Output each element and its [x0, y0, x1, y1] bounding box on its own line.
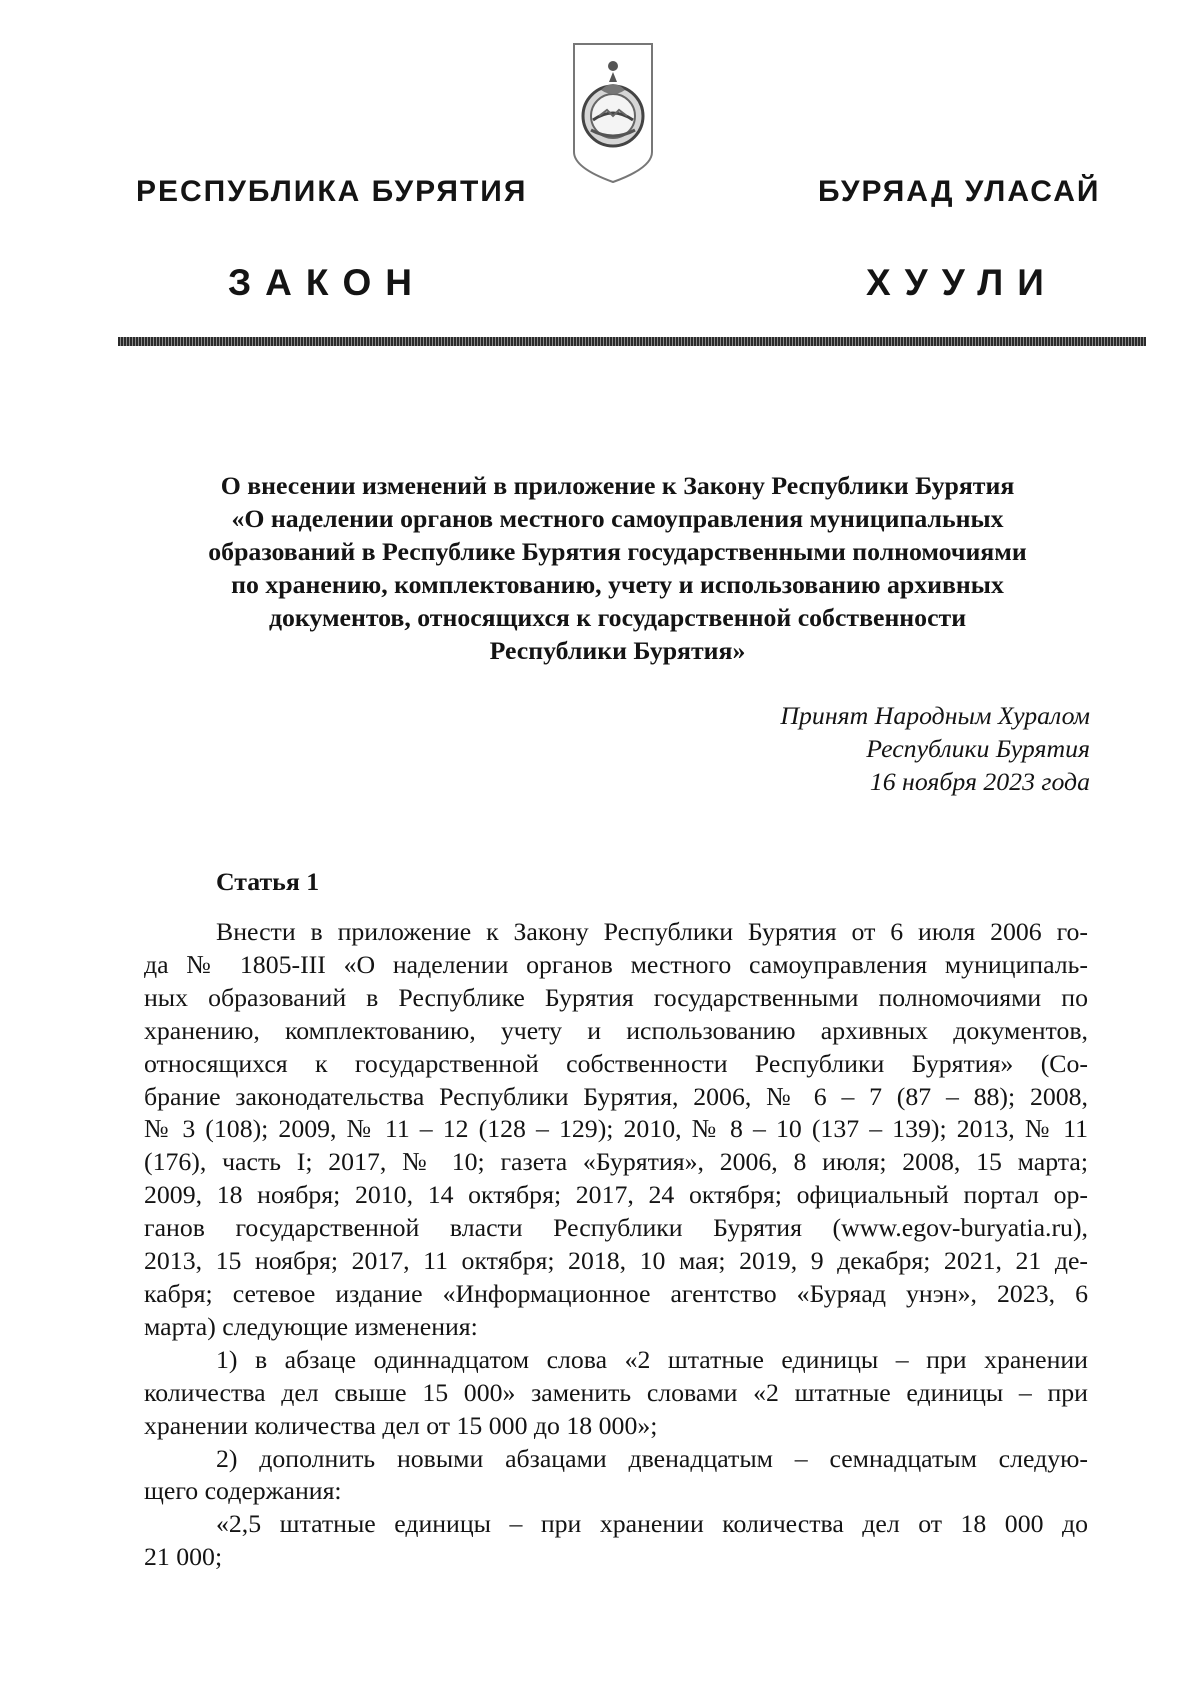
law-title-line: О внесении изменений в приложение к Закону Республики Бурятия — [220, 471, 1015, 500]
body-line: 2013, 15 ноября; 2017, 11 октября; 2018, 10 мая; 2019, 9 декабря; 2021, 21 де- — [144, 1246, 1088, 1276]
body-line: хранении количества дел от 15 000 до 18 000»; — [144, 1410, 658, 1440]
law-title — [150, 469, 1085, 667]
body-line: Внести в приложение к Закону Республики Бурятия от 6 июля 2006 го- — [216, 917, 1088, 946]
region-name-russian: РЕСПУБЛИКА БУРЯТИЯ — [136, 175, 528, 208]
coat-of-arms-emblem — [571, 40, 655, 184]
body-line: количества дел свыше 15 000» заменить словами «2 штатные единицы – при — [144, 1377, 1088, 1407]
body-line: марта) следующие изменения: — [144, 1311, 478, 1341]
body-line: 21 000; — [144, 1542, 223, 1572]
amendment-item-1: 1) в абзаце одиннадцатом слова «2 штатные единицы – при хранении — [216, 1344, 1088, 1374]
body-line: № 3 (108); 2009, № 11 – 12 (128 – 129); 2010, № 8 – 10 (137 – 139); 2013, № 11 — [144, 1114, 1088, 1144]
law-title-line: документов, относящихся к государственной собственности — [268, 603, 967, 632]
region-name-buryat: БУРЯАД УЛАСАЙ — [818, 175, 1101, 208]
body-line: кабря; сетевое издание «Информационное агентство «Буряад унэн», 2023, 6 — [144, 1278, 1088, 1308]
law-title-line: «О наделении органов местного самоуправления муниципальных — [231, 504, 1004, 533]
law-title-line: образований в Республике Бурятия государственными полномочиями — [208, 537, 1027, 566]
new-paragraph-quote: «2,5 штатные единицы – при хранении количества дел от 18 000 до — [216, 1509, 1088, 1539]
body-line: да № 1805-III «О наделении органов местного самоуправления муниципаль- — [144, 949, 1088, 979]
body-line: брание законодательства Республики Бурятия, 2006, № 6 – 7 (87 – 88); 2008, — [144, 1081, 1088, 1111]
law-title-line: Республики Бурятия» — [489, 636, 746, 665]
law-label-russian: ЗАКОН — [228, 262, 426, 303]
body-line: ных образований в Республике Бурятия государственными полномочиями по — [144, 982, 1088, 1012]
body-line: (176), часть I; 2017, № 10; газета «Бурятия», 2006, 8 июля; 2008, 15 марта; — [144, 1147, 1088, 1177]
body-line: хранению, комплектованию, учету и использованию архивных документов, — [144, 1015, 1088, 1045]
header-divider — [118, 337, 1146, 346]
law-title-line: по хранению, комплектованию, учету и использованию архивных — [231, 570, 1004, 599]
body-line: ганов государственной власти Республики Бурятия (www.egov-buryatia.ru), — [144, 1213, 1088, 1243]
adoption-note — [780, 699, 1090, 798]
body-line: 2009, 18 ноября; 2010, 14 октября; 2017, 24 октября; официальный портал ор- — [144, 1180, 1088, 1210]
adoption-note-line: Республики Бурятия — [866, 734, 1090, 763]
law-label-buryat: ХУУЛИ — [866, 262, 1058, 303]
adoption-date: 16 ноября 2023 года — [869, 767, 1090, 796]
article-body — [144, 916, 1088, 1574]
article-heading: Статья 1 — [216, 867, 320, 896]
body-line: щего содержания: — [144, 1476, 342, 1506]
amendment-item-2: 2) дополнить новыми абзацами двенадцатым – семнадцатым следую- — [216, 1443, 1088, 1473]
adoption-note-line: Принят Народным Хуралом — [780, 701, 1090, 730]
body-line: относящихся к государственной собственности Республики Бурятия» (Со- — [144, 1048, 1088, 1078]
